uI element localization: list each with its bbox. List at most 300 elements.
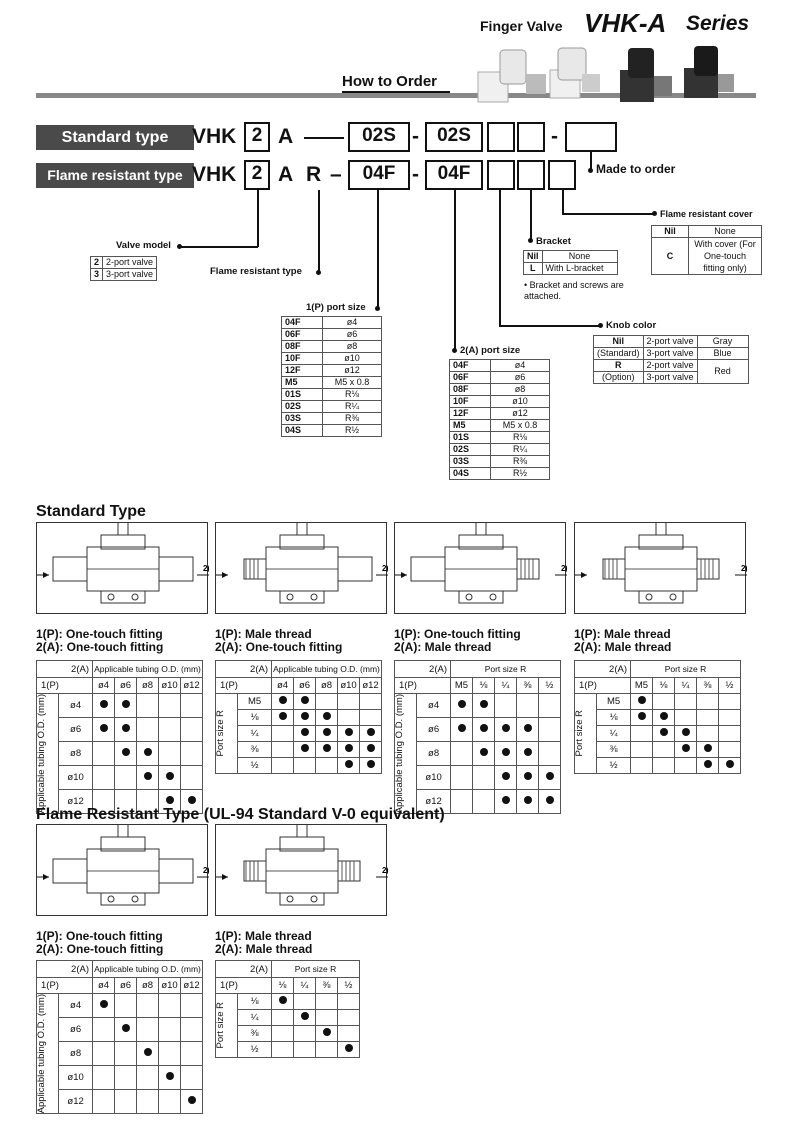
matrix-cell [272,694,294,710]
cover-title: Flame resistant cover [660,209,753,219]
matrix-row-label: ⅛ [238,994,272,1010]
leader-valve-h [180,246,258,248]
compat-dot [638,712,646,720]
p1-code: 03S [282,413,323,425]
matrix-cell [137,1066,159,1090]
matrix-cell [93,1066,115,1090]
compat-dot [323,1028,331,1036]
matrix-cell [539,766,561,790]
matrix-cell [338,694,360,710]
port-2a-label: 2 [382,866,387,875]
knob-gray: Gray [697,336,748,348]
matrix-cell [181,994,203,1018]
matrix-cell [631,694,653,710]
leader-knob-h [499,325,599,327]
caption-line-2: 2(A): Male thread [574,640,672,654]
matrix-row-label: M5 [597,694,631,710]
matrix-cell [159,718,181,742]
matrix-row-label: ⅛ [238,710,272,726]
compat-dot [502,796,510,804]
matrix-4 [574,660,741,774]
matrix-cell [294,694,316,710]
caption-line-2: 2(A): Male thread [215,942,313,956]
p2-code: 01S [450,432,491,444]
matrix-cell [697,726,719,742]
compat-dot [323,728,331,736]
matrix-cell [517,790,539,814]
p2-code: 08F [450,384,491,396]
compat-dot [301,712,309,720]
matrix-side-label: Port size R [216,994,238,1058]
p1-value: ø4 [323,317,382,329]
matrix-cell [181,1042,203,1066]
mto-dot [588,168,593,173]
matrix-cell [653,710,675,726]
compat-dot [502,724,510,732]
code-a: A [278,125,294,148]
matrix-cell [631,742,653,758]
compat-dot [279,996,287,1004]
matrix-cell [697,758,719,774]
flame-type-title: Flame Resistant Type (UL-94 Standard V-0 equivalent) [36,806,445,823]
matrix-col-label: ø8 [316,678,338,694]
p1-code: 04F [282,317,323,329]
matrix-col-label: ⅛ [272,978,294,994]
caption-line-1: 1(P): Male thread [215,627,312,641]
p2-value: R½ [491,468,550,480]
valve-drawing [37,825,209,917]
matrix-cell [338,994,360,1010]
cover-c: C [652,238,689,275]
matrix-corner-1p: 1(P) [216,978,272,994]
matrix-cell [316,694,338,710]
matrix-row-label: ø4 [59,694,93,718]
port-2a-label: 2 [741,564,746,573]
matrix-cell [294,742,316,758]
p2-value: ø6 [491,372,550,384]
matrix-cell [495,742,517,766]
how-to-order-title: How to Order [342,73,438,90]
fr-code-r: R [306,163,322,186]
matrix-cell [697,742,719,758]
p2-value: M5 x 0.8 [491,420,550,432]
matrix-cell [115,1066,137,1090]
p1-value: R¼ [323,401,382,413]
compat-dot [524,724,532,732]
p2-code: 10F [450,396,491,408]
cover-dot [652,211,657,216]
matrix-col-label: ø10 [159,678,181,694]
leader-p1-v [377,190,379,308]
matrix-cell [539,718,561,742]
matrix-cell [473,766,495,790]
r-dot [316,270,321,275]
compat-dot [166,772,174,780]
leader-cover-h [562,213,654,215]
compat-dot [546,772,554,780]
cover-table [651,225,762,275]
p2-code: 02S [450,444,491,456]
matrix-cell [181,1018,203,1042]
compat-dot [345,728,353,736]
matrix-cell [272,758,294,774]
matrix-cell [294,726,316,742]
matrix-cell [675,726,697,742]
p2-code: 03S [450,456,491,468]
matrix-col-label: ⅜ [697,678,719,694]
p1-value: ø6 [323,329,382,341]
matrix-row-label: ⅜ [597,742,631,758]
fr-code-model-box: 2 [244,160,270,190]
matrix-col-label: ø12 [181,978,203,994]
fr-code-vhk: VHK [192,163,237,186]
matrix-cell [495,694,517,718]
compat-dot [502,748,510,756]
code-vhk: VHK [192,125,237,148]
p2-size-table [449,359,550,480]
matrix-col-header: Applicable tubing O.D. (mm) [93,661,203,678]
matrix-cell [272,1010,294,1026]
matrix-side-label: Applicable tubing O.D. (mm) [37,994,59,1114]
leader-knob-v [499,190,501,326]
matrix-cell [360,694,382,710]
matrix-cell [137,1042,159,1066]
matrix-row-label: ø8 [59,1042,93,1066]
matrix-corner-2a: 2(A) [37,661,93,678]
matrix-row-label: ø8 [59,742,93,766]
vm-code-3: 3 [91,269,103,281]
compat-dot [323,712,331,720]
compat-dot [458,724,466,732]
matrix-cell [316,742,338,758]
matrix-cell [653,758,675,774]
leader-valve-v [257,190,259,247]
matrix-cell [137,718,159,742]
bracket-dot [528,238,533,243]
matrix-col-label: ⅜ [517,678,539,694]
p1-code: 01S [282,389,323,401]
matrix-row-label: ¼ [238,726,272,742]
standard-type-caption-3 [394,628,521,654]
compat-dot [166,796,174,804]
matrix-cell [653,742,675,758]
code-sep2: - [551,125,558,148]
compat-dot [188,1096,196,1104]
compat-dot [301,744,309,752]
knob-table [593,335,749,384]
matrix-cell [294,710,316,726]
matrix-cell [473,718,495,742]
matrix-cell [159,1090,181,1114]
matrix-cell [294,994,316,1010]
matrix-cell [631,710,653,726]
bracket-l: L [524,263,543,275]
matrix-row-label: ø12 [59,790,93,814]
matrix-cell [316,994,338,1010]
matrix-cell [451,790,473,814]
compat-dot [367,744,375,752]
matrix-row-label: ø12 [59,1090,93,1114]
flame-figure-2 [215,824,387,916]
matrix-cell [272,1026,294,1042]
model-title: VHK-A [584,8,667,38]
matrix-cell [181,742,203,766]
p1-value: ø10 [323,353,382,365]
valve-model-title: Valve model [116,240,171,251]
matrix-side-label: Applicable tubing O.D. (mm) [37,694,59,814]
p2-value: ø8 [491,384,550,396]
valve-dot [177,244,182,249]
compat-dot [122,700,130,708]
p1-value: ø8 [323,341,382,353]
matrix-row-label: ½ [238,758,272,774]
knob-r: R [594,360,644,372]
matrix-cell [137,694,159,718]
matrix-cell [495,718,517,742]
matrix-cell [517,766,539,790]
matrix-col-label: ø10 [338,678,360,694]
code-mto-box [565,122,617,152]
compat-dot [480,700,488,708]
port-2a-label: 2 [203,866,208,875]
matrix-cell [451,718,473,742]
fr-option-box-3 [548,160,576,190]
matrix-cell [719,710,741,726]
standard-figure-3 [394,522,566,614]
matrix-cell [181,1090,203,1114]
matrix-cell [316,1026,338,1042]
valve-drawing [216,523,388,615]
fr-option-box-2 [517,160,545,190]
matrix-cell [675,758,697,774]
matrix-row-label: M5 [238,694,272,710]
matrix-cell [159,1042,181,1066]
code-sep: - [412,125,419,148]
matrix-cell [316,758,338,774]
p2-dot [452,348,457,353]
code-p2-box: 02S [425,122,483,152]
compat-dot [323,744,331,752]
matrix-cell [272,994,294,1010]
matrix-cell [653,694,675,710]
valve-drawing [575,523,747,615]
matrix-3 [394,660,561,814]
matrix-cell [539,694,561,718]
compat-dot [524,748,532,756]
matrix-cell [93,1090,115,1114]
p2-value: ø10 [491,396,550,408]
compat-dot [345,1044,353,1052]
compat-dot [301,696,309,704]
matrix-cell [338,710,360,726]
matrix-corner-2a: 2(A) [216,661,272,678]
p1-title: 1(P) port size [306,302,366,313]
vm-code-2: 2 [91,257,103,269]
matrix-cell [115,742,137,766]
caption-line-1: 1(P): Male thread [574,627,671,641]
knob-standard: (Standard) [594,348,644,360]
matrix-corner-2a: 2(A) [37,961,93,978]
matrix-col-label: ø6 [115,678,137,694]
knob-option: (Option) [594,372,644,384]
matrix-row-label: ø8 [417,742,451,766]
matrix-cell [137,1090,159,1114]
fr-code-p1-box: 04F [348,160,410,190]
fr-option-box-1 [487,160,515,190]
matrix-cell [316,1010,338,1026]
matrix-cell [316,710,338,726]
matrix-row-label: ¼ [238,1010,272,1026]
matrix-row-label: ¼ [597,726,631,742]
matrix-cell [137,742,159,766]
caption-line-1: 1(P): One-touch fitting [36,627,163,641]
matrix-cell [360,742,382,758]
valve-drawing [216,825,388,917]
compat-dot [166,1072,174,1080]
matrix-row-label: ø6 [59,1018,93,1042]
matrix-cell [115,1018,137,1042]
leader-p2-v [454,190,456,350]
matrix-corner-1p: 1(P) [37,978,93,994]
matrix-cell [517,742,539,766]
p2-value: R⅛ [491,432,550,444]
compat-dot [367,728,375,736]
matrix-col-label: ø10 [159,978,181,994]
matrix-row-label: ⅛ [597,710,631,726]
matrix-cell [294,1026,316,1042]
bracket-table [523,250,618,275]
matrix-cell [451,694,473,718]
matrix-cell [137,766,159,790]
matrix-col-header: Applicable tubing O.D. (mm) [93,961,203,978]
code-p1-box: 02S [348,122,410,152]
vm-desc-2: 2-port valve [103,257,157,269]
caption-line-2: 2(A): Male thread [394,640,492,654]
caption-line-2: 2(A): One-touch fitting [36,640,164,654]
matrix-cell [115,1090,137,1114]
compat-dot [660,712,668,720]
compat-dot [345,744,353,752]
matrix-cell [338,742,360,758]
knob-title: Knob color [606,320,657,331]
flame-figure-1 [36,824,208,916]
compat-dot [144,748,152,756]
matrix-cell [539,742,561,766]
matrix-col-label: ⅛ [473,678,495,694]
matrix-cell [159,1066,181,1090]
compat-dot [301,1012,309,1020]
compat-dot [704,760,712,768]
port-2a-label: 2 [382,564,387,573]
matrix-corner-2a: 2(A) [575,661,631,678]
bracket-nil: Nil [524,251,543,263]
matrix-cell [539,790,561,814]
knob-nil-2port: 2-port valve [643,336,697,348]
matrix-cell [495,766,517,790]
matrix-cell [93,994,115,1018]
matrix-col-label: ø12 [181,678,203,694]
caption-line-1: 1(P): Male thread [215,929,312,943]
compat-dot [279,696,287,704]
p1-value: M5 x 0.8 [323,377,382,389]
compat-dot [682,728,690,736]
knob-red: Red [697,360,748,384]
p2-code: 04F [450,360,491,372]
p2-value: ø12 [491,408,550,420]
matrix-cell [272,726,294,742]
matrix-cell [159,994,181,1018]
compat-dot [458,700,466,708]
matrix-col-label: ø8 [137,978,159,994]
matrix-row-label: ø4 [417,694,451,718]
matrix-cell [517,694,539,718]
compat-dot [345,760,353,768]
matrix-col-header: Port size R [631,661,741,678]
caption-line-1: 1(P): One-touch fitting [36,929,163,943]
matrix-cell [473,790,495,814]
matrix-cell [294,1010,316,1026]
matrix-col-label: ½ [338,978,360,994]
flame-type-text: Flame resistant type [210,266,302,277]
matrix-col-label: ø4 [272,678,294,694]
matrix-cell [675,742,697,758]
compat-dot [660,728,668,736]
knob-r-2port: 2-port valve [643,360,697,372]
compat-dot [524,772,532,780]
matrix-col-label: ¼ [495,678,517,694]
cover-with: With cover (For One-touch fitting only) [689,238,762,275]
matrix-cell [631,726,653,742]
compat-dot [188,796,196,804]
matrix-cell [115,694,137,718]
matrix-row-label: ⅜ [238,742,272,758]
matrix-row-label: ½ [238,1042,272,1058]
matrix-cell [159,1018,181,1042]
matrix-cell [159,742,181,766]
matrix-cell [181,718,203,742]
matrix-cell [697,694,719,710]
matrix-col-label: M5 [451,678,473,694]
matrix-cell [316,1042,338,1058]
matrix-cell [115,718,137,742]
matrix-row-label: ø10 [59,1066,93,1090]
knob-dot [598,323,603,328]
knob-r-3port: 3-port valve [643,372,697,384]
matrix-cell [93,718,115,742]
standard-type-caption-4 [574,628,671,654]
matrix-cell [93,694,115,718]
compat-dot [480,724,488,732]
compat-dot [144,1048,152,1056]
matrix-cell [360,758,382,774]
port-2a-label: 2 [203,564,208,573]
compat-dot [524,796,532,804]
compat-dot [704,744,712,752]
matrix-cell [93,1018,115,1042]
matrix-cell [115,1042,137,1066]
compat-dot [480,748,488,756]
matrix-cell [272,1042,294,1058]
bracket-title: Bracket [536,236,571,247]
cover-nil: Nil [652,226,689,238]
matrix-corner-1p: 1(P) [216,678,272,694]
matrix-col-label: ø4 [93,978,115,994]
valve-drawing [37,523,209,615]
matrix-corner-2a: 2(A) [395,661,451,678]
p1-code: 10F [282,353,323,365]
compat-dot [367,760,375,768]
standard-figure-1 [36,522,208,614]
